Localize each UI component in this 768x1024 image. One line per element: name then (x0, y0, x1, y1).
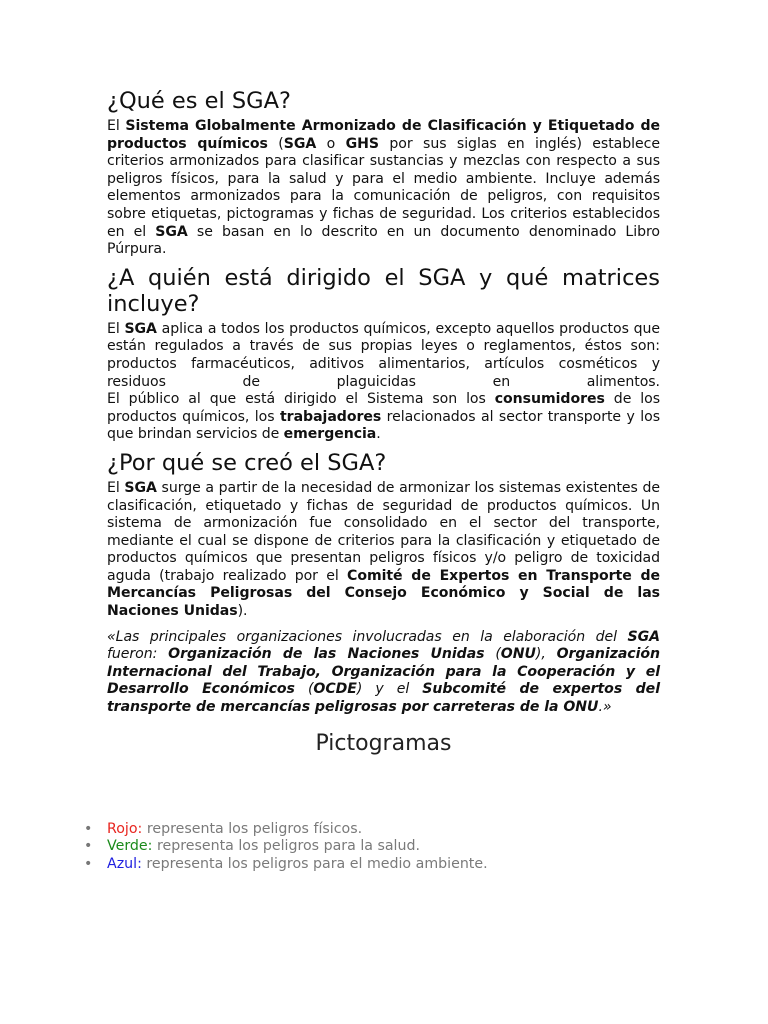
document-body (107, 88, 660, 757)
text-run: El (107, 118, 126, 134)
legend-description: representa los peligros para la salud. (156, 838, 421, 855)
section-paragraph-publico (107, 391, 660, 444)
text-run: «Las principales organizaciones involucradas en la elaboración del (107, 628, 628, 645)
text-run: fueron: (107, 646, 169, 663)
bold-text: Subcomité de expertos del transporte de mercancías peligrosas por carreteras de la ONU (107, 681, 660, 716)
bold-text: trabajadores (280, 408, 382, 425)
text-run: por sus siglas en inglés) establece criterios armonizados para clasificar sustancias y mezclas con respecto a sus peligros físicos, para la salud y para el medio ambiente. Incluye además elementos armonizados para la comunicación de peligros, con requisitos sobre etiquetas, pictogramas y fichas de seguridad. Los criterios establecidos en el (107, 135, 660, 240)
section-paragraph-que-es (107, 118, 660, 259)
section-title-que-es: ¿Qué es el SGA? (107, 88, 291, 114)
text-run: o (316, 135, 346, 152)
text-run: .» (598, 699, 612, 716)
bold-text: SGA (124, 320, 157, 337)
text-run: . (376, 426, 381, 443)
bold-text: OCDE (313, 681, 357, 698)
text-run: El (107, 479, 125, 496)
text-run: ( (294, 681, 314, 698)
legend-color-label: Rojo: (107, 821, 143, 837)
color-legend-list (84, 821, 684, 873)
text-run: El (107, 320, 125, 337)
text-run: El público al que está dirigido el Sistema son los (107, 391, 495, 408)
bullet-icon: • (84, 855, 93, 872)
text-run: ), (535, 646, 557, 663)
bold-text: emergencia (283, 426, 377, 443)
legend-description: representa los peligros físicos. (146, 821, 363, 837)
legend-item-verde (84, 838, 684, 855)
bullet-icon: • (84, 838, 93, 855)
legend-item-azul (84, 856, 684, 873)
text-run: surge a partir de la necesidad de armonizar los sistemas existentes de clasificación, etiquetado y fichas de seguridad de productos químicos. Un sistema de armonización fue consolidado en el sector del transporte, mediante el cual se dispone de criterios para la clasificación y etiquetado de productos químicos que presentan peligros físicos y/o peligro de toxicidad aguda (trabajo realizado por el (107, 479, 661, 584)
text-run: relacionados al sector transporte y los que brindan servicios de (107, 408, 660, 443)
legend-description: representa los peligros para el medio ambiente. (146, 855, 488, 872)
bold-text: Sistema Globalmente Armonizado de Clasificación y Etiquetado de productos químicos (107, 118, 660, 152)
bold-text: Organización Internacional del Trabajo, Organización para la Cooperación y el Desarrollo Económicos (107, 646, 661, 698)
text-run: de los productos químicos, los (107, 391, 660, 425)
bold-text: SGA (283, 135, 317, 152)
text-run: ) y el (356, 681, 423, 698)
section-title-por-que: ¿Por qué se creó el SGA? (107, 449, 387, 476)
text-run: ( (484, 646, 501, 663)
bold-text: GHS (345, 135, 379, 152)
quote-organizaciones (107, 629, 660, 717)
text-run: ). (237, 603, 248, 620)
legend-item-rojo (84, 821, 684, 838)
bold-text: SGA (124, 479, 157, 496)
bold-text: SGA (155, 223, 188, 240)
bold-text: Comité de Expertos en Transporte de Mercancías Peligrosas del Consejo Económico y Social de las Naciones Unidas (107, 567, 660, 620)
legend-color-label: Verde: (107, 838, 153, 855)
section-title-a-quien: ¿A quién está dirigido el SGA y qué matrices incluye? (107, 264, 660, 317)
text-run: ( (267, 135, 284, 152)
bullet-icon: • (84, 821, 93, 837)
bold-text: consumidores (494, 391, 605, 408)
bold-text: SGA (627, 628, 660, 645)
bold-text: ONU (500, 646, 536, 663)
bold-text: Organización de las Naciones Unidas (168, 646, 485, 663)
legend-color-label: Azul: (107, 855, 142, 872)
section-paragraph-origen (107, 480, 660, 621)
text-run: aplica a todos los productos químicos, excepto aquellos productos que están regulados a través de sus propias leyes o reglamentos, éstos son: productos farmacéuticos, aditivos alimentarios, artículos cosméticos y residuos de plaguicidas en alimentos. (107, 320, 660, 390)
pictogramas-heading: Pictogramas (315, 730, 452, 756)
text-run: se basan en lo descrito en un documento denominado Libro Púrpura. (107, 223, 660, 258)
section-paragraph-aplicacion (107, 321, 660, 391)
